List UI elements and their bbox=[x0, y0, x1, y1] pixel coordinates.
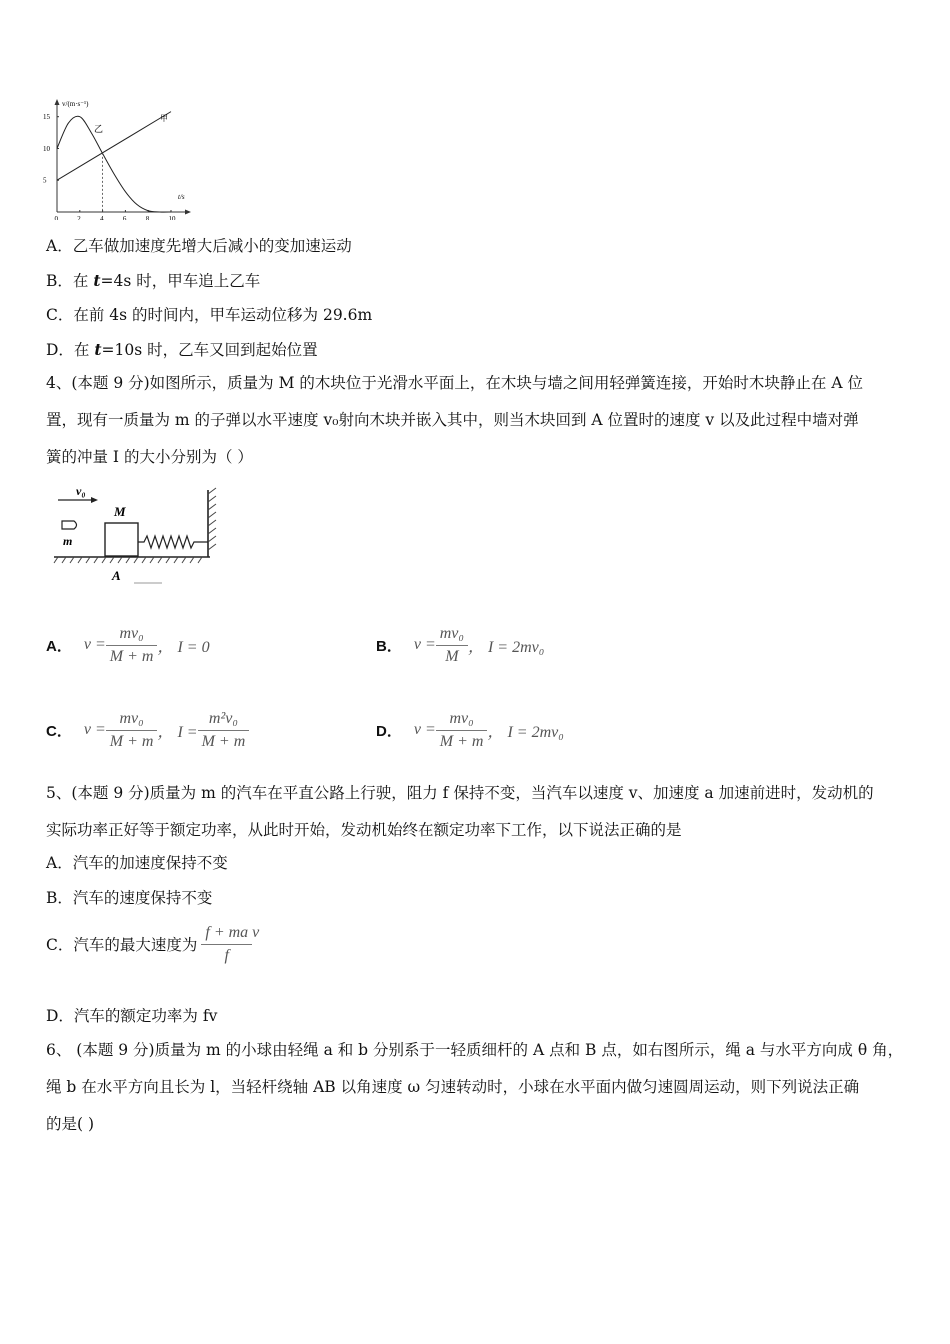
block-mass-label: M bbox=[114, 504, 126, 519]
x-axis-arrow bbox=[185, 210, 191, 215]
q6-stem-line2: 绳 b 在水平方向且长为 l，当轻杆绕轴 AB 以角速度 ω 匀速转动时，小球在水平面内做匀速圆周运动，则下列说法正确 bbox=[46, 1078, 860, 1096]
block-spring-figure bbox=[50, 482, 226, 588]
q4-stem-line1: 4、(本题 9 分)如图所示，质量为 M 的木块位于光滑水平面上，在木块与墙之间用轻弹簧连接，开始时木块静止在 A 位 bbox=[46, 374, 863, 392]
q4-option-d: D． v = $\frac{\text{mv₀}}{M + m}$ ， I = 2mv₀ bbox=[376, 702, 564, 758]
fraction-v: $\frac{\text{mv₀}}{M + m}$ bbox=[106, 708, 158, 753]
fraction-v: $\frac{\text{mv₀}}{M + m}$ bbox=[436, 708, 488, 753]
spring-shape bbox=[138, 536, 208, 548]
option-label: C． bbox=[46, 722, 72, 740]
q5-option-d: D．汽车的额定功率为 fv bbox=[46, 1007, 218, 1025]
q4-option-b: B． v = $\frac{\text{mv₀}}{M}$ ， I = 2mv₀ bbox=[376, 618, 544, 672]
wall-hatch bbox=[208, 488, 216, 550]
x-tick-label: 4 bbox=[100, 215, 104, 220]
position-a-label: A bbox=[112, 568, 121, 583]
fraction-i: $\frac{\text{m²v₀}}{M + m}$ bbox=[198, 708, 250, 753]
bullet-mass-label: m bbox=[63, 534, 73, 548]
q3-option-a: A．乙车做加速度先增大后减小的变加速运动 bbox=[46, 237, 352, 255]
x-tick-label: 10 bbox=[168, 215, 176, 220]
y-tick-label: 15 bbox=[43, 113, 50, 122]
q4-option-c: C． v = $\frac{\text{mv₀}}{M + m}$ ， I = $\frac{\text{m²v₀}}{M + m}$ bbox=[46, 702, 249, 758]
q5-option-c: C．汽车的最大速度为 $\frac{f + ma}{f}$ v bbox=[46, 918, 259, 970]
x-tick-label: 8 bbox=[145, 215, 150, 220]
q4-option-a: A． v = $\frac{\text{mv₀}}{M + m}$ ， I = 0 bbox=[46, 618, 210, 672]
q3-option-c: C．在前 4s 的时间内，甲车运动位移为 29.6m bbox=[46, 306, 373, 324]
velocity-time-graph bbox=[38, 96, 198, 220]
series-label-yi: 乙 bbox=[94, 124, 104, 134]
series-label-jia: 甲 bbox=[160, 114, 168, 123]
q5-option-b: B．汽车的速度保持不变 bbox=[46, 889, 213, 907]
y-axis-arrow bbox=[55, 99, 60, 105]
y-axis-label: v/(m·s⁻¹) bbox=[62, 100, 89, 108]
q6-stem-line3: 的是( ) bbox=[46, 1115, 95, 1133]
q3-option-b: B．在 t=4s 时，甲车追上乙车 bbox=[46, 271, 261, 290]
fraction-v: $\frac{\text{mv₀}}{M}$ bbox=[436, 623, 468, 668]
velocity-arrowhead bbox=[91, 497, 98, 503]
q6-stem-line1: 6、 (本题 9 分)质量为 m 的小球由轻绳 a 和 b 分别系于一轻质细杆的 A 点和 B 点，如右图所示，绳 a 与水平方向成 θ 角， bbox=[46, 1041, 904, 1059]
fraction-v: $\frac{\text{mv₀}}{M + m}$ bbox=[106, 623, 158, 668]
x-tick-label: 2 bbox=[77, 215, 81, 220]
q4-stem-line2: 置，现有一质量为 m 的子弹以水平速度 v₀射向木块并嵌入其中，则当木块回到 A 位置时的速度 v 以及此过程中墙对弹 bbox=[46, 411, 859, 429]
option-label: A． bbox=[46, 637, 72, 655]
x-axis-label: t/s bbox=[178, 193, 185, 201]
series-curve-yi bbox=[57, 116, 171, 212]
y-tick-label: 5 bbox=[43, 176, 47, 185]
q3-option-d: D．在 t=10s 时，乙车又回到起始位置 bbox=[46, 340, 318, 359]
fraction-max-speed: $\frac{f + ma}{f}$ bbox=[201, 922, 252, 967]
x-tick-label: 0 bbox=[54, 215, 58, 220]
v0-label: v₀ bbox=[76, 484, 86, 498]
y-tick-label: 10 bbox=[43, 144, 50, 153]
x-tick-label: 6 bbox=[122, 215, 127, 220]
wooden-block bbox=[105, 523, 138, 556]
option-label: D． bbox=[376, 722, 402, 740]
option-label: B． bbox=[376, 637, 402, 655]
bullet-shape bbox=[62, 521, 77, 529]
q4-stem-line3: 簧的冲量 I 的大小分别为（ ） bbox=[46, 448, 253, 466]
q5-stem-line1: 5、(本题 9 分)质量为 m 的汽车在平直公路上行驶，阻力 f 保持不变，当汽车以速度 v、加速度 a 加速前进时，发动机的 bbox=[46, 784, 874, 802]
q5-option-a: A．汽车的加速度保持不变 bbox=[46, 854, 228, 872]
floor-hatch bbox=[54, 557, 202, 563]
q5-stem-line2: 实际功率正好等于额定功率，从此时开始，发动机始终在额定功率下工作，以下说法正确的是 bbox=[46, 821, 682, 839]
series-line-jia bbox=[57, 112, 171, 181]
